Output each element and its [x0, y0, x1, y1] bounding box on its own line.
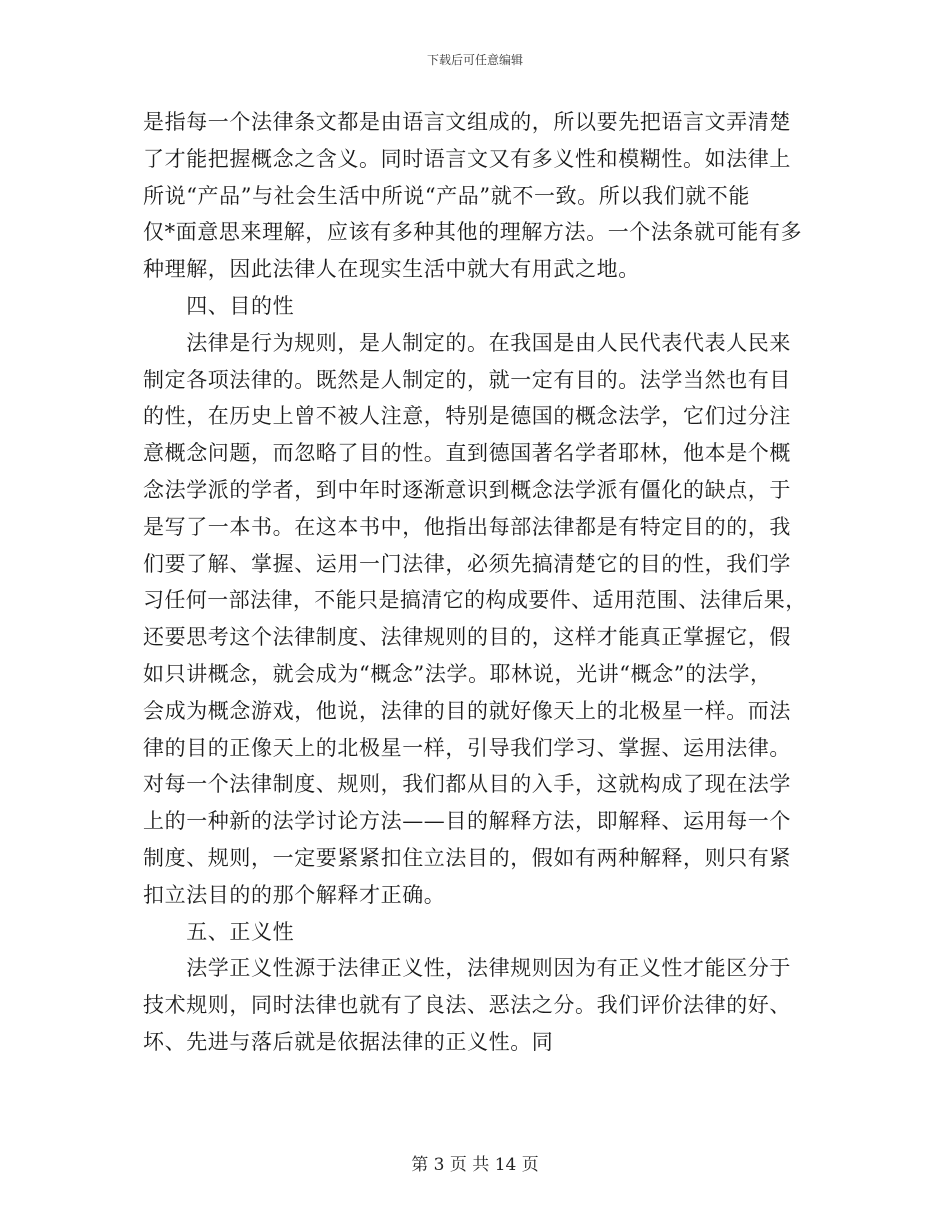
text-line: 了才能把握概念之含义。同时语言文又有多义性和模糊性。如法律上: [143, 146, 791, 171]
text-line: 对每一个法律制度、规则，我们都从目的入手，这就构成了现在法学: [143, 772, 791, 797]
text-line: 技术规则，同时法律也就有了良法、恶法之分。我们评价法律的好、: [143, 993, 791, 1018]
text-line: 是写了一本书。在这本书中，他指出每部法律都是有特定目的的，我: [143, 514, 791, 539]
text-line: 制度、规则，一定要紧紧扣住立法目的，假如有两种解释，则只有紧: [143, 845, 791, 870]
text-line: 种理解，因此法律人在现实生活中就大有用武之地。: [143, 257, 640, 282]
text-line: 坏、先进与落后就是依据法律的正义性。同: [143, 1029, 554, 1054]
text-line: 五、正义性: [143, 919, 295, 944]
text-line: 会成为概念游戏，他说，法律的目的就好像天上的北极星一样。而法: [143, 698, 791, 723]
text-line: 所说“产品”与社会生活中所说“产品”就不一致。所以我们就不能: [143, 183, 750, 208]
text-line: 扣立法目的的那个解释才正确。: [143, 882, 446, 907]
text-line: 的性，在历史上曾不被人注意，特别是德国的概念法学，它们过分注: [143, 404, 791, 429]
text-line: 法律是行为规则，是人制定的。在我国是由人民代表代表人民来: [143, 330, 791, 355]
text-line: 法学正义性源于法律正义性，法律规则因为有正义性才能区分于: [143, 956, 791, 981]
text-line: 意概念问题，而忽略了目的性。直到德国著名学者耶林，他本是个概: [143, 441, 791, 466]
text-line: 习任何一部法律，不能只是搞清它的构成要件、适用范围、法律后果，: [143, 588, 807, 613]
text-line: 们要了解、掌握、运用一门法律，必须先搞清楚它的目的性，我们学: [143, 551, 791, 576]
document-body: [143, 104, 807, 1061]
text-line: 仅*面意思来理解，应该有多种其他的理解方法。一个法条就可能有多: [143, 220, 803, 245]
text-line: 还要思考这个法律制度、法律规则的目的，这样才能真正掌握它，假: [143, 625, 791, 650]
page-header-note: 下载后可任意编辑: [426, 53, 523, 67]
text-line: 念法学派的学者，到中年时逐渐意识到概念法学派有僵化的缺点，于: [143, 477, 791, 502]
text-line: 是指每一个法律条文都是由语言文组成的，所以要先把语言文弄清楚: [143, 110, 791, 134]
text-line: 四、目的性: [143, 293, 295, 318]
page-number-footer: 第 3 页 共 14 页: [411, 1155, 539, 1175]
text-line: 制定各项法律的。既然是人制定的，就一定有目的。法学当然也有目: [143, 367, 791, 392]
text-line: 上的一种新的法学讨论方法——目的解释方法，即解释、运用每一个: [143, 809, 791, 834]
text-line: 如只讲概念，就会成为“概念”法学。耶林说，光讲“概念”的法学，: [143, 661, 772, 686]
text-line: 律的目的正像天上的北极星一样，引导我们学习、掌握、运用法律。: [143, 735, 791, 760]
